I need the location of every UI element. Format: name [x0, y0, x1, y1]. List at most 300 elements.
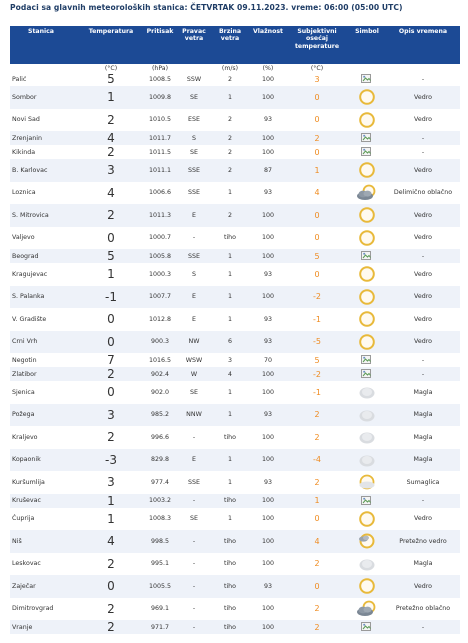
weather-symbol: [348, 575, 386, 598]
weather-description: -: [386, 249, 460, 263]
table-row: [10, 367, 460, 381]
weather-description: Delimično oblačno: [386, 182, 460, 205]
pressure-value: 985.2: [142, 404, 178, 427]
pressure-value: 977.4: [142, 471, 178, 494]
wind-direction-value: -: [178, 494, 210, 508]
col-header-opis: Opis vremena: [386, 26, 460, 64]
station-name: Palić: [10, 72, 80, 86]
wind-speed-value: 1: [210, 249, 250, 263]
unit-temperatura: (°C): [80, 64, 142, 72]
weather-symbol: [348, 131, 386, 145]
table-row: [10, 72, 460, 86]
weather-description: -: [386, 145, 460, 159]
feels-like-value: 3: [286, 72, 348, 86]
station-name: Kruševac: [10, 494, 80, 508]
wind-direction-value: SSW: [178, 72, 210, 86]
station-name: Dimitrovgrad: [10, 598, 80, 621]
wind-direction-value: S: [178, 263, 210, 286]
station-name: Ćuprija: [10, 508, 80, 531]
temperature-value: 2: [80, 145, 142, 159]
table-row: [10, 263, 460, 286]
pressure-value: 995.1: [142, 553, 178, 576]
pressure-value: 829.8: [142, 449, 178, 472]
table-body: [10, 72, 460, 634]
wind-speed-value: tiho: [210, 426, 250, 449]
unit-simbol: [348, 64, 386, 72]
humidity-value: 100: [250, 530, 286, 553]
station-name: Kikinda: [10, 145, 80, 159]
wind-direction-value: ESE: [178, 109, 210, 132]
station-name: S. Mitrovica: [10, 204, 80, 227]
weather-description: Vedro: [386, 86, 460, 109]
wind-speed-value: 1: [210, 182, 250, 205]
clear-night-icon: [358, 206, 376, 224]
weather-symbol: [348, 426, 386, 449]
weather-description: Vedro: [386, 159, 460, 182]
wind-direction-value: SSE: [178, 249, 210, 263]
table-row: [10, 331, 460, 354]
table-row: [10, 308, 460, 331]
feels-like-value: 2: [286, 553, 348, 576]
weather-description: Magla: [386, 553, 460, 576]
table-row: [10, 159, 460, 182]
wind-direction-value: E: [178, 286, 210, 309]
wind-direction-value: -: [178, 575, 210, 598]
wind-direction-value: SSE: [178, 182, 210, 205]
feels-like-value: -5: [286, 331, 348, 354]
col-header-pritisak: Pritisak: [142, 26, 178, 64]
pressure-value: 1006.6: [142, 182, 178, 205]
weather-symbol: [348, 553, 386, 576]
pressure-value: 1011.3: [142, 204, 178, 227]
feels-like-value: 4: [286, 530, 348, 553]
weather-symbol: [348, 72, 386, 86]
clear-night-icon: [358, 88, 376, 106]
broken-image-icon: [361, 355, 373, 365]
station-name: Negotin: [10, 353, 80, 367]
weather-description: Magla: [386, 426, 460, 449]
temperature-value: 1: [80, 508, 142, 531]
weather-symbol: [348, 494, 386, 508]
weather-description: -: [386, 131, 460, 145]
weather-symbol: [348, 204, 386, 227]
station-name: Beograd: [10, 249, 80, 263]
station-name: B. Karlovac: [10, 159, 80, 182]
weather-description: Pretežno oblačno: [386, 598, 460, 621]
feels-like-value: 1: [286, 159, 348, 182]
wind-direction-value: SE: [178, 381, 210, 404]
humidity-value: 100: [250, 286, 286, 309]
temperature-value: 2: [80, 553, 142, 576]
unit-subjektivni: (°C): [286, 64, 348, 72]
station-name: Niš: [10, 530, 80, 553]
table-row: [10, 508, 460, 531]
weather-symbol: [348, 308, 386, 331]
fog-icon: [358, 428, 376, 446]
humidity-value: 100: [250, 249, 286, 263]
header-row: [10, 26, 460, 64]
col-header-stanica: Stanica: [10, 26, 80, 64]
wind-direction-value: -: [178, 426, 210, 449]
weather-symbol: [348, 598, 386, 621]
temperature-value: 1: [80, 494, 142, 508]
wind-direction-value: NNW: [178, 404, 210, 427]
station-name: V. Gradište: [10, 308, 80, 331]
pressure-value: 1008.3: [142, 508, 178, 531]
wind-direction-value: NW: [178, 331, 210, 354]
weather-description: Vedro: [386, 575, 460, 598]
feels-like-value: 2: [286, 471, 348, 494]
table-row: [10, 426, 460, 449]
humidity-value: 100: [250, 494, 286, 508]
pressure-value: 1000.7: [142, 227, 178, 250]
station-name: Loznica: [10, 182, 80, 205]
pressure-value: 1005.5: [142, 575, 178, 598]
wind-speed-value: 1: [210, 508, 250, 531]
humidity-value: 70: [250, 353, 286, 367]
weather-symbol: [348, 286, 386, 309]
temperature-value: 0: [80, 331, 142, 354]
feels-like-value: -1: [286, 381, 348, 404]
weather-symbol: [348, 86, 386, 109]
pressure-value: 902.4: [142, 367, 178, 381]
temperature-value: 0: [80, 381, 142, 404]
humidity-value: 100: [250, 449, 286, 472]
temperature-value: 3: [80, 159, 142, 182]
feels-like-value: 2: [286, 131, 348, 145]
humidity-value: 100: [250, 204, 286, 227]
table-row: [10, 109, 460, 132]
temperature-value: 4: [80, 530, 142, 553]
broken-image-icon: [361, 251, 373, 261]
temperature-value: 0: [80, 227, 142, 250]
weather-description: -: [386, 367, 460, 381]
partly-cloudy-icon: [356, 184, 378, 202]
feels-like-value: -4: [286, 449, 348, 472]
weather-description: Vedro: [386, 308, 460, 331]
humidity-value: 93: [250, 263, 286, 286]
temperature-value: 0: [80, 575, 142, 598]
weather-description: Vedro: [386, 286, 460, 309]
pressure-value: 1003.2: [142, 494, 178, 508]
feels-like-value: -2: [286, 286, 348, 309]
pressure-value: 1007.7: [142, 286, 178, 309]
pressure-value: 1016.5: [142, 353, 178, 367]
humidity-value: 100: [250, 367, 286, 381]
humidity-value: 100: [250, 620, 286, 634]
feels-like-value: -1: [286, 308, 348, 331]
temperature-value: 5: [80, 249, 142, 263]
pressure-value: 900.3: [142, 331, 178, 354]
feels-like-value: 4: [286, 182, 348, 205]
pressure-value: 1008.5: [142, 72, 178, 86]
temperature-value: 5: [80, 72, 142, 86]
feels-like-value: 2: [286, 620, 348, 634]
weather-description: Sumaglica: [386, 471, 460, 494]
weather-symbol: [348, 508, 386, 531]
pressure-value: 971.7: [142, 620, 178, 634]
weather-symbol: [348, 109, 386, 132]
table-row: [10, 381, 460, 404]
feels-like-value: 2: [286, 426, 348, 449]
table-row: [10, 530, 460, 553]
wind-direction-value: SSE: [178, 471, 210, 494]
weather-symbol: [348, 471, 386, 494]
humidity-value: 93: [250, 331, 286, 354]
table-row: [10, 286, 460, 309]
weather-description: Magla: [386, 381, 460, 404]
wind-speed-value: 2: [210, 145, 250, 159]
feels-like-value: 2: [286, 598, 348, 621]
temperature-value: 2: [80, 598, 142, 621]
pressure-value: 1011.5: [142, 145, 178, 159]
feels-like-value: -2: [286, 367, 348, 381]
wind-speed-value: 1: [210, 471, 250, 494]
wind-speed-value: 6: [210, 331, 250, 354]
unit-opis: [386, 64, 460, 72]
weather-description: -: [386, 494, 460, 508]
temperature-value: -3: [80, 449, 142, 472]
page-title: Podaci sa glavnih meteoroloških stanica: ČETVRTAK 09.11.2023. vreme: 06:00 (05:00 UTC): [10, 3, 403, 12]
broken-image-icon: [361, 496, 373, 506]
table-row: [10, 204, 460, 227]
weather-symbol: [348, 404, 386, 427]
temperature-value: 4: [80, 182, 142, 205]
fog-icon: [358, 451, 376, 469]
wind-direction-value: SE: [178, 86, 210, 109]
wind-speed-value: 3: [210, 353, 250, 367]
feels-like-value: 0: [286, 575, 348, 598]
col-header-simbol: Simbol: [348, 26, 386, 64]
clear-night-icon: [358, 111, 376, 129]
feels-like-value: 1: [286, 494, 348, 508]
humidity-value: 93: [250, 471, 286, 494]
wind-speed-value: 1: [210, 308, 250, 331]
weather-description: -: [386, 72, 460, 86]
humidity-value: 93: [250, 109, 286, 132]
weather-symbol: [348, 353, 386, 367]
weather-symbol: [348, 227, 386, 250]
weather-description: Vedro: [386, 508, 460, 531]
feels-like-value: 5: [286, 353, 348, 367]
wind-speed-value: tiho: [210, 530, 250, 553]
col-header-pravac: Pravac vetra: [178, 26, 210, 64]
temperature-value: 3: [80, 471, 142, 494]
wind-speed-value: 1: [210, 263, 250, 286]
wind-direction-value: SE: [178, 145, 210, 159]
unit-pritisak: (hPa): [142, 64, 178, 72]
temperature-value: 2: [80, 367, 142, 381]
wind-direction-value: -: [178, 553, 210, 576]
weather-symbol: [348, 530, 386, 553]
temperature-value: 3: [80, 404, 142, 427]
wind-speed-value: 4: [210, 367, 250, 381]
col-header-vlaznost: Vlažnost: [250, 26, 286, 64]
feels-like-value: 0: [286, 86, 348, 109]
wind-direction-value: -: [178, 227, 210, 250]
humidity-value: 100: [250, 131, 286, 145]
humidity-value: 100: [250, 598, 286, 621]
unit-brzina: (m/s): [210, 64, 250, 72]
broken-image-icon: [361, 147, 373, 157]
humidity-value: 100: [250, 426, 286, 449]
feels-like-value: 0: [286, 227, 348, 250]
wind-direction-value: SSE: [178, 159, 210, 182]
wind-speed-value: tiho: [210, 620, 250, 634]
station-name: Valjevo: [10, 227, 80, 250]
wind-speed-value: 2: [210, 204, 250, 227]
station-name: S. Palanka: [10, 286, 80, 309]
weather-description: Vedro: [386, 109, 460, 132]
table-row: [10, 131, 460, 145]
table-row: [10, 494, 460, 508]
temperature-value: 0: [80, 308, 142, 331]
partly-cloudy-icon: [356, 600, 378, 618]
feels-like-value: 0: [286, 508, 348, 531]
clear-night-icon: [358, 333, 376, 351]
broken-image-icon: [361, 369, 373, 379]
table-row: [10, 227, 460, 250]
wind-direction-value: S: [178, 131, 210, 145]
clear-night-icon: [358, 161, 376, 179]
feels-like-value: 0: [286, 145, 348, 159]
wind-direction-value: E: [178, 204, 210, 227]
humidity-value: 100: [250, 381, 286, 404]
wind-speed-value: tiho: [210, 575, 250, 598]
station-name: Crni Vrh: [10, 331, 80, 354]
station-name: Kraljevo: [10, 426, 80, 449]
feels-like-value: 0: [286, 109, 348, 132]
wind-speed-value: tiho: [210, 227, 250, 250]
temperature-value: 2: [80, 204, 142, 227]
broken-image-icon: [361, 133, 373, 143]
wind-speed-value: 2: [210, 131, 250, 145]
table-row: [10, 575, 460, 598]
weather-symbol: [348, 449, 386, 472]
weather-description: Vedro: [386, 227, 460, 250]
table-row: [10, 553, 460, 576]
feels-like-value: 5: [286, 249, 348, 263]
wind-direction-value: -: [178, 598, 210, 621]
weather-description: Vedro: [386, 331, 460, 354]
clear-night-icon: [358, 288, 376, 306]
weather-symbol: [348, 263, 386, 286]
temperature-value: 1: [80, 86, 142, 109]
humidity-value: 93: [250, 308, 286, 331]
humidity-value: 87: [250, 159, 286, 182]
station-name: Leskovac: [10, 553, 80, 576]
wind-speed-value: 1: [210, 286, 250, 309]
humidity-value: 100: [250, 145, 286, 159]
broken-image-icon: [361, 622, 373, 632]
temperature-value: 2: [80, 426, 142, 449]
station-name: Novi Sad: [10, 109, 80, 132]
pressure-value: 1010.5: [142, 109, 178, 132]
station-name: Vranje: [10, 620, 80, 634]
mostly-clear-icon: [358, 532, 376, 550]
humidity-value: 100: [250, 86, 286, 109]
wind-direction-value: SE: [178, 508, 210, 531]
wind-speed-value: tiho: [210, 494, 250, 508]
fog-icon: [358, 406, 376, 424]
pressure-value: 1005.8: [142, 249, 178, 263]
temperature-value: 2: [80, 620, 142, 634]
weather-symbol: [348, 367, 386, 381]
feels-like-value: 0: [286, 204, 348, 227]
feels-like-value: 2: [286, 404, 348, 427]
weather-symbol: [348, 182, 386, 205]
weather-symbol: [348, 249, 386, 263]
station-name: Sombor: [10, 86, 80, 109]
pressure-value: 1000.3: [142, 263, 178, 286]
weather-description: Magla: [386, 449, 460, 472]
wind-direction-value: -: [178, 620, 210, 634]
station-name: Kuršumlija: [10, 471, 80, 494]
table-row: [10, 449, 460, 472]
weather-description: Vedro: [386, 204, 460, 227]
clear-night-icon: [358, 577, 376, 595]
station-name: Zrenjanin: [10, 131, 80, 145]
humidity-value: 93: [250, 182, 286, 205]
wind-speed-value: 2: [210, 109, 250, 132]
table-row: [10, 86, 460, 109]
station-name: Požega: [10, 404, 80, 427]
units-row: [10, 64, 460, 72]
weather-symbol: [348, 159, 386, 182]
table-row: [10, 182, 460, 205]
pressure-value: 1011.7: [142, 131, 178, 145]
weather-table: [10, 26, 460, 634]
table-row: [10, 471, 460, 494]
wind-speed-value: 1: [210, 449, 250, 472]
fog-icon: [358, 555, 376, 573]
pressure-value: 998.5: [142, 530, 178, 553]
pressure-value: 969.1: [142, 598, 178, 621]
humidity-value: 100: [250, 72, 286, 86]
temperature-value: 7: [80, 353, 142, 367]
wind-direction-value: E: [178, 449, 210, 472]
weather-description: -: [386, 620, 460, 634]
weather-symbol: [348, 381, 386, 404]
table-row: [10, 598, 460, 621]
weather-description: -: [386, 353, 460, 367]
wind-speed-value: tiho: [210, 598, 250, 621]
table-row: [10, 145, 460, 159]
table-row: [10, 620, 460, 634]
station-name: Zaječar: [10, 575, 80, 598]
col-header-brzina: Brzina vetra: [210, 26, 250, 64]
station-name: Kopaonik: [10, 449, 80, 472]
station-name: Zlatibor: [10, 367, 80, 381]
humidity-value: 93: [250, 404, 286, 427]
unit-pravac: [178, 64, 210, 72]
feels-like-value: 0: [286, 263, 348, 286]
unit-vlaznost: (%): [250, 64, 286, 72]
humidity-value: 100: [250, 508, 286, 531]
haze-icon: [358, 473, 376, 491]
table-row: [10, 353, 460, 367]
unit-stanica: [10, 64, 80, 72]
temperature-value: 1: [80, 263, 142, 286]
pressure-value: 1009.8: [142, 86, 178, 109]
clear-night-icon: [358, 229, 376, 247]
weather-description: Pretežno vedro: [386, 530, 460, 553]
pressure-value: 1012.8: [142, 308, 178, 331]
clear-night-icon: [358, 510, 376, 528]
table-row: [10, 404, 460, 427]
weather-symbol: [348, 331, 386, 354]
col-header-temperatura: Temperatura: [80, 26, 142, 64]
